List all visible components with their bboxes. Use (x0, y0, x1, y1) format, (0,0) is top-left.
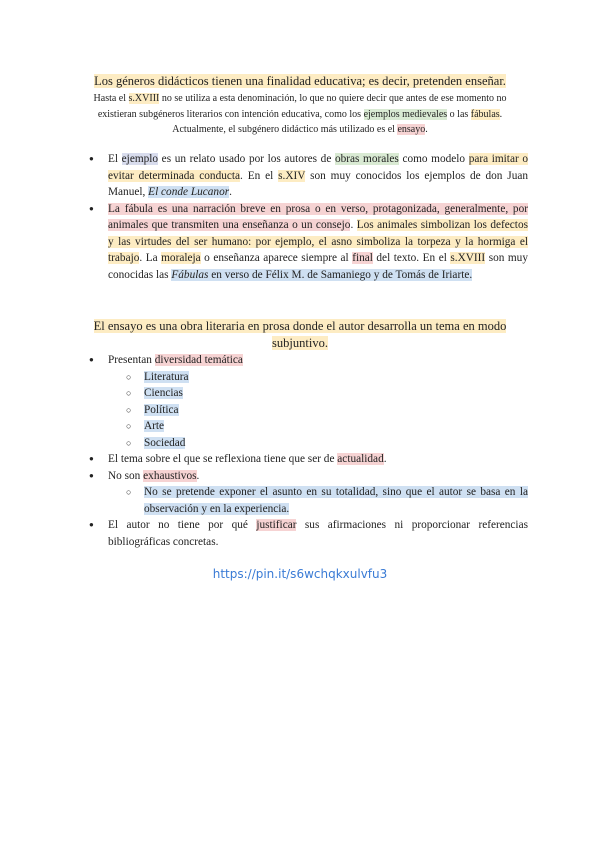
text-run: Hasta el (93, 93, 129, 104)
sublist-item (108, 418, 528, 435)
sublist-item (108, 402, 528, 419)
list-item-justificar (80, 517, 528, 550)
text-run: son muy conocidos los ejemplos de don Juan Manuel, (108, 169, 529, 198)
text-run: ejemplos medievales (363, 108, 448, 120)
text-run: s.XVIII (128, 93, 160, 104)
text-run: Arte (144, 420, 165, 432)
text-run: s.XIV (278, 169, 306, 182)
text-run: Política (144, 403, 179, 416)
text-run: en verso de Félix M. de Samaniego y de Tomás de Iriarte. (208, 268, 473, 281)
intro-heading (70, 74, 530, 89)
list-item-actualidad (80, 451, 528, 468)
text-run: Los animales simbolizan los defectos y las virtudes del ser humano: por ejemplo, el asno simboliza la torpeza y la hormiga el trabajo (108, 219, 528, 264)
source-link[interactable]: https://pin.it/s6wchqkxulvfu3 (212, 567, 388, 581)
didactic-genres-list (80, 151, 528, 283)
text-run: Los géneros didácticos tienen una finalidad educativa; es decir, pretenden enseñar. (94, 74, 506, 88)
list-item-fabula (80, 201, 528, 284)
text-run: o enseñanza aparece siempre al (200, 252, 353, 264)
text-run: . (425, 124, 428, 135)
text-run: Presentan (108, 354, 155, 366)
text-run: fábulas (470, 108, 500, 120)
text-run: . En el (240, 169, 279, 182)
exhaustive-sublist (108, 484, 528, 517)
text-run: del texto. En el (372, 252, 451, 264)
text-run: Sociedad (144, 436, 186, 449)
text-run: ensayo (397, 124, 426, 135)
text-run: Ciencias (144, 387, 183, 399)
list-item-ejemplo (80, 151, 528, 201)
text-run: exhaustivos (143, 469, 197, 482)
text-run: El tema sobre el que se reflexiona tiene que ser de (108, 453, 338, 465)
text-run: El (108, 153, 122, 165)
text-run: No se pretende exponer el asunto en su totalidad, sino que el autor se basa en la observación y en la experiencia. (144, 486, 528, 515)
sublist-item (108, 369, 528, 386)
text-run: sus afirmaciones ni proporcionar referencias bibliográficas concretas. (108, 519, 528, 548)
text-run: . Actualmente, el subgénero didáctico más utilizado es el (172, 108, 503, 135)
text-run: son muy conocidas las (108, 252, 528, 281)
text-run: obras morales (334, 153, 399, 165)
text-run: El autor no tiene por qué (108, 519, 257, 531)
text-run: como modelo (398, 153, 469, 165)
text-run: Fábulas (171, 268, 209, 281)
text-run: No son (108, 469, 144, 482)
text-run: justificar (256, 519, 297, 531)
text-run: . (350, 219, 357, 231)
text-run: diversidad temática (154, 354, 243, 366)
text-run: actualidad (337, 453, 384, 465)
text-run: La fábula es una narración breve en prosa o en verso, protagonizada, generalmente, por animales que transmiten una enseñanza o un consejo (108, 202, 528, 231)
essay-features-list (80, 352, 528, 550)
text-run: . La (139, 252, 162, 264)
text-run: El ensayo es una obra literaria en prosa donde el autor desarrolla un tema en modo subjuntivo. (93, 319, 507, 350)
text-run: s.XVIII (450, 252, 486, 264)
topics-sublist (108, 369, 528, 452)
text-run: El conde Lucanor (148, 186, 230, 198)
text-run: Literatura (144, 370, 189, 383)
text-run: es un relato usado por los autores de (158, 153, 335, 165)
essay-heading (70, 318, 530, 352)
text-run: . (383, 453, 387, 465)
text-run: moraleja (161, 252, 201, 264)
text-run: ejemplo (121, 153, 159, 165)
intro-paragraph (76, 91, 524, 138)
sublist-item (108, 435, 528, 452)
text-run: . (196, 469, 200, 482)
text-run: no se utiliza a esta denominación, lo que no quiere decir que antes de ese momento no existieran subgéneros literarios con intención educativa, como los (97, 93, 507, 120)
text-run: para imitar o evitar determinada conducta (108, 153, 528, 182)
list-item-diversidad (80, 352, 528, 451)
sublist-item (108, 385, 528, 402)
list-item-exhaustivos (80, 468, 528, 518)
sublist-item (108, 484, 528, 517)
text-run: o las (447, 108, 471, 120)
text-run: . (229, 186, 232, 198)
text-run: final (352, 252, 373, 264)
